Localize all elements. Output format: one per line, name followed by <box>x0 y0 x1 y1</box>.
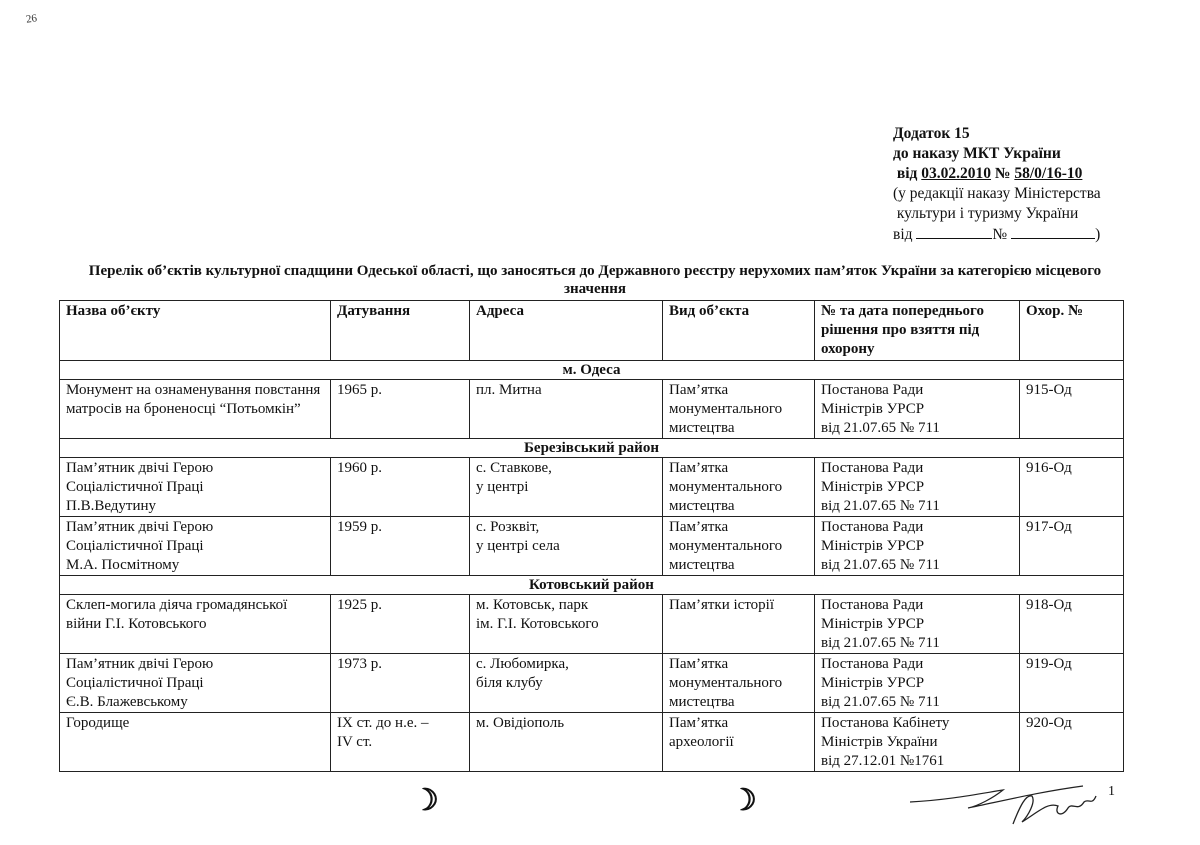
object-address: с. Ставкове, у центрі <box>470 458 663 517</box>
section-row <box>60 439 1124 458</box>
section-title: Березівський район <box>60 439 1124 458</box>
object-dating: 1960 р. <box>331 458 470 517</box>
object-name: Склеп-могила діяча громадянської війни Г.І. Котовського <box>60 595 331 654</box>
object-number: 917-Од <box>1020 517 1124 576</box>
object-decision: Постанова Ради Міністрів УРСР від 21.07.65 № 711 <box>815 380 1020 439</box>
object-type: Пам’ятки історії <box>663 595 815 654</box>
binding-hole-left: ☽ <box>412 784 439 817</box>
appendix-note-2-text: культури і туризму України <box>896 205 1079 222</box>
header-name: Назва об’єкту <box>60 301 331 361</box>
section-row <box>60 576 1124 595</box>
blank-close: ) <box>1095 226 1101 243</box>
blank-number-prefix: № <box>992 226 1012 243</box>
header-address: Адреса <box>470 301 663 361</box>
object-number: 915-Од <box>1020 380 1124 439</box>
document-title: Перелік об’єктів культурної спадщини Одеської області, що заносяться до Державного реєстру нерухомих пам’яток України за категорією місцевого значення <box>88 263 1102 297</box>
object-dating: 1959 р. <box>331 517 470 576</box>
heritage-table <box>59 300 1124 772</box>
object-decision: Постанова Ради Міністрів УРСР від 21.07.65 № 711 <box>815 458 1020 517</box>
table-row <box>60 380 1124 439</box>
object-address: м. Овідіополь <box>470 713 663 772</box>
object-dating: 1973 р. <box>331 654 470 713</box>
object-type: Пам’ятка археології <box>663 713 815 772</box>
table-row <box>60 517 1124 576</box>
object-address: с. Любомирка, біля клубу <box>470 654 663 713</box>
number-prefix: № <box>991 165 1015 182</box>
object-address: пл. Митна <box>470 380 663 439</box>
table-row <box>60 713 1124 772</box>
object-decision: Постанова Ради Міністрів УРСР від 21.07.65 № 711 <box>815 595 1020 654</box>
blank-number <box>1011 224 1095 239</box>
appendix-date-line <box>893 164 1101 184</box>
blank-prefix: від <box>893 226 917 243</box>
appendix-blank-line <box>893 224 1101 245</box>
table-row <box>60 654 1124 713</box>
header-decision: № та дата попереднього рішення про взяття під охорону <box>815 301 1020 361</box>
order-number: 58/0/16-10 <box>1014 165 1083 182</box>
object-type: Пам’ятка монументального мистецтва <box>663 517 815 576</box>
date-prefix: від <box>896 165 922 182</box>
object-number: 919-Од <box>1020 654 1124 713</box>
binding-hole-right: ☽ <box>730 784 757 817</box>
object-dating: 1925 р. <box>331 595 470 654</box>
appendix-note-1: (у редакції наказу Міністерства <box>893 185 1101 202</box>
object-number: 920-Од <box>1020 713 1124 772</box>
order-date: 03.02.2010 <box>921 165 992 182</box>
object-type: Пам’ятка монументального мистецтва <box>663 380 815 439</box>
object-decision: Постанова Ради Міністрів УРСР від 21.07.65 № 711 <box>815 654 1020 713</box>
header-type: Вид об’єкта <box>663 301 815 361</box>
object-address: м. Котовськ, парк ім. Г.І. Котовського <box>470 595 663 654</box>
appendix-title: Додаток 15 <box>893 125 970 142</box>
object-decision: Постанова Ради Міністрів УРСР від 21.07.65 № 711 <box>815 517 1020 576</box>
object-name: Пам’ятник двічі Герою Соціалістичної Праці П.В.Ведутину <box>60 458 331 517</box>
appendix-note-2 <box>893 204 1101 224</box>
header-dating: Датування <box>331 301 470 361</box>
corner-mark: 26 <box>25 12 38 26</box>
appendix-order: до наказу МКТ України <box>893 145 1061 162</box>
object-dating: ІХ ст. до н.е. – ІV ст. <box>331 713 470 772</box>
header-protection-number: Охор. № <box>1020 301 1124 361</box>
blank-date <box>916 224 992 239</box>
table-row <box>60 458 1124 517</box>
section-row <box>60 361 1124 380</box>
object-decision: Постанова Кабінету Міністрів України від 27.12.01 №1761 <box>815 713 1020 772</box>
object-name: Городище <box>60 713 331 772</box>
object-name: Пам’ятник двічі Герою Соціалістичної Праці Є.В. Блажевському <box>60 654 331 713</box>
section-title: м. Одеса <box>60 361 1124 380</box>
object-name: Монумент на ознаменування повстання матросів на броненосці “Потьомкін” <box>60 380 331 439</box>
object-address: с. Розквіт, у центрі села <box>470 517 663 576</box>
table-header-row <box>60 301 1124 361</box>
object-type: Пам’ятка монументального мистецтва <box>663 458 815 517</box>
signature <box>908 772 1108 832</box>
page-number: 1 <box>1108 784 1115 799</box>
object-name: Пам’ятник двічі Герою Соціалістичної Праці М.А. Посмітному <box>60 517 331 576</box>
object-number: 916-Од <box>1020 458 1124 517</box>
section-title: Котовський район <box>60 576 1124 595</box>
object-number: 918-Од <box>1020 595 1124 654</box>
object-type: Пам’ятка монументального мистецтва <box>663 654 815 713</box>
appendix-block <box>893 124 1101 245</box>
object-dating: 1965 р. <box>331 380 470 439</box>
table-row <box>60 595 1124 654</box>
